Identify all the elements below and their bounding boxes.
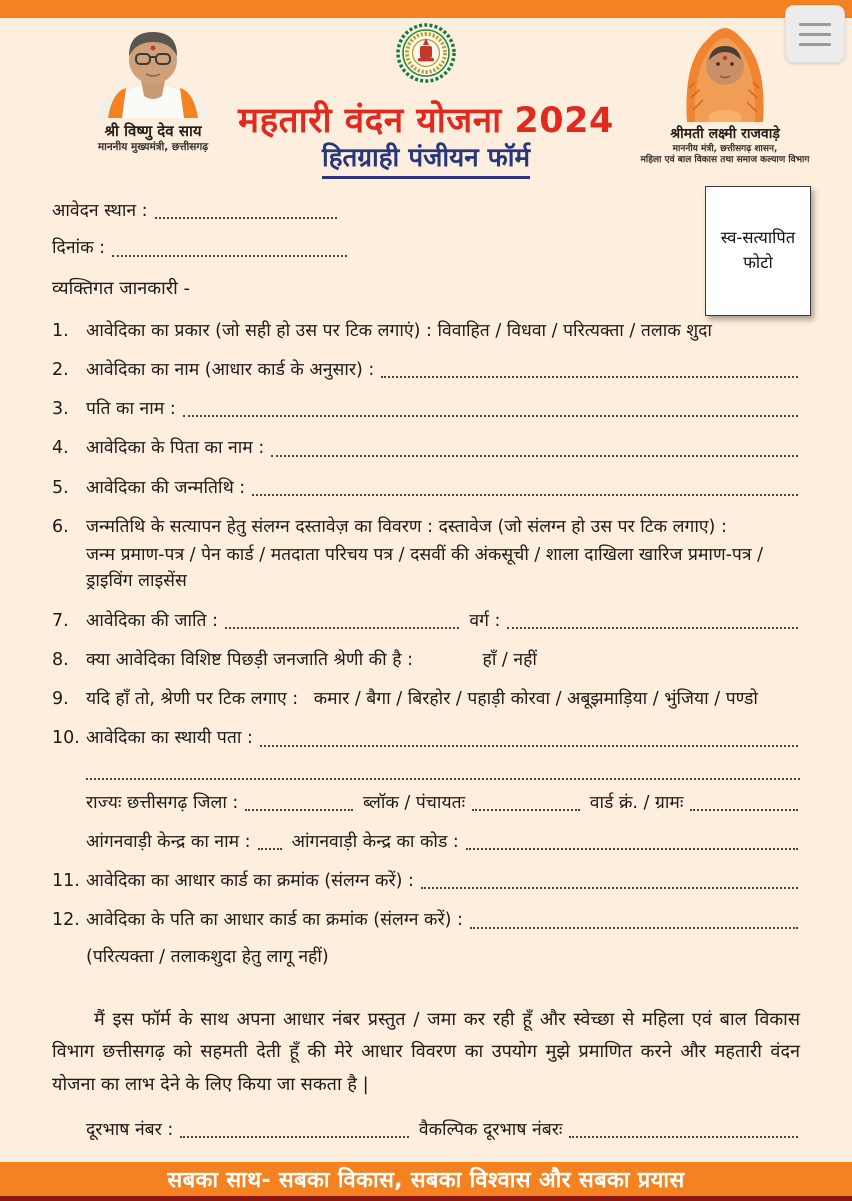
personal-info-heading: व्यक्तिगत जानकारी - [52, 277, 191, 299]
hamburger-icon [799, 23, 831, 26]
item-2-field [381, 375, 798, 378]
form-subtitle: हितग्राही पंजीयन फॉर्म [322, 138, 530, 179]
item-9-options: कमार / बैगा / बिरहोर / पहाड़ी कोरवा / अबूझमाड़िया / भुंजिया / पण्डो [313, 689, 758, 709]
photo-box-line1: स्व-सत्यापित [720, 228, 796, 248]
minister-name: श्रीमती लक्ष्मी राजवाड़े [670, 126, 780, 142]
item-number: 12. [52, 910, 80, 931]
phone-label: दूरभाष नंबर : [86, 1119, 174, 1140]
item-10-awc-name-field [258, 847, 282, 850]
item-1-text: आवेदिका का प्रकार (जो सही हो उस पर टिक लगाएं) : विवाहित / विधवा / परित्यक्ता / तलाक शुदा [86, 320, 712, 341]
item-12-note: (परित्यक्ता / तलाकशुदा हेतु लागू नहीं) [86, 946, 329, 967]
item-10-district-field [245, 808, 353, 811]
footer-slogan-band [0, 1162, 852, 1196]
item-7-category-field [507, 626, 798, 629]
minister-title-line1: माननीय मंत्री, छत्तीसगढ़ शासन, [672, 143, 778, 154]
application-date-field [112, 254, 347, 257]
item-3-field [183, 414, 798, 417]
item-6-birth-documents [52, 514, 800, 595]
phone-number-row [86, 1117, 800, 1143]
alt-phone-field [569, 1135, 798, 1138]
item-number: 11. [52, 871, 80, 891]
item-7-category-label: वर्ग : [469, 610, 501, 631]
item-4-father-name [52, 435, 800, 461]
item-number: 4. [52, 438, 69, 459]
item-10-address-label: आवेदिका का स्थायी पता : [86, 728, 253, 749]
item-8-options: हाँ / नहीं [482, 649, 537, 670]
item-4-field [271, 454, 798, 457]
photo-box-line2: फोटो [743, 253, 773, 272]
item-7-caste [52, 608, 800, 634]
item-number: 6. [52, 516, 69, 537]
item-1-applicant-type [52, 318, 800, 344]
item-10-ward-field [690, 808, 798, 811]
hamburger-icon [799, 33, 831, 36]
item-5-birth-date [52, 475, 800, 501]
item-8-pvtg [52, 647, 800, 673]
item-number: 5. [52, 477, 69, 498]
item-3-husband-name [52, 396, 800, 422]
hamburger-icon [799, 43, 831, 46]
item-10-block-field [472, 808, 580, 811]
self-attested-photo-box [705, 186, 811, 316]
application-date-row [52, 235, 800, 261]
item-11-aadhaar-number [52, 868, 800, 894]
item-12-field [470, 926, 798, 929]
item-5-label: आवेदिका की जन्मतिथि : [86, 477, 246, 498]
item-10-permanent-address [52, 725, 800, 855]
scheme-title: महतारी वंदन योजना 2024 [238, 101, 614, 141]
footer-maroon-strip [0, 1196, 852, 1201]
item-10-awc-code-label: आंगनवाड़ी केन्द्र का कोड : [291, 831, 459, 852]
item-number: 10. [52, 728, 80, 749]
item-10-ward-label: वार्ड क्रं. / ग्रामः [589, 792, 684, 813]
aadhaar-consent-declaration: मैं इस फॉर्म के साथ अपना आधार नंबर प्रस्तुत / जमा कर रही हूँ और स्वेच्छा से महिला एवं बाल विकास विभाग छत्तीसगढ़ को सहमती देती हूँ की मेरे आधार विवरण का उपयोग मुझे प्रमाणित करने और महतारी वंदन योजना का लाभ देने के लिए किया जा सकता है | [52, 1008, 800, 1095]
item-9-label: यदि हाँ तो, श्रेणी पर टिक लगाए : [86, 689, 299, 709]
form-header [0, 0, 852, 186]
item-2-applicant-name [52, 357, 800, 383]
item-11-label: आवेदिका का आधार कार्ड का क्रमांक (संलग्न करें) : [86, 871, 414, 891]
item-number: 8. [52, 649, 69, 670]
item-number: 3. [52, 399, 69, 419]
item-10-address-field-line2 [86, 754, 800, 780]
cm-title: माननीय मुख्यमंत्री, छत्तीसगढ़ [97, 140, 209, 153]
item-12-husband-aadhaar [52, 907, 800, 970]
alt-phone-label: वैकल्पिक दूरभाष नंबरः [418, 1119, 563, 1140]
item-10-awc-name-label: आंगनवाड़ी केन्द्र का नाम : [86, 831, 251, 852]
item-9-pvtg-category [52, 686, 800, 712]
footer-slogan: सबका साथ- सबका विकास, सबका विश्वास और सबका प्रयास [167, 1168, 685, 1193]
item-10-address-field [260, 744, 798, 747]
application-date-label: दिनांक : [52, 238, 105, 259]
item-7-caste-field [225, 626, 459, 629]
item-10-block-label: ब्लॉक / पंचायतः [362, 792, 466, 813]
item-6-options: जन्म प्रमाण-पत्र / पेन कार्ड / मतदाता परिचय पत्र / दसवीं की अंकसूची / शाला दाखिला खारिज प्रमाण-पत्र / ड्राइविंग लाइसेंस [86, 545, 763, 592]
item-number: 1. [52, 320, 69, 341]
cm-name: श्री विष्णु देव साय [104, 122, 202, 140]
item-7-caste-label: आवेदिका की जाति : [86, 610, 218, 631]
application-place-label: आवेदन स्थान : [52, 201, 148, 221]
phone-field [180, 1135, 409, 1138]
item-8-label: क्या आवेदिका विशिष्ट पिछड़ी जनजाति श्रेणी की है : [86, 649, 413, 670]
item-12-label: आवेदिका के पति का आधार कार्ड का क्रमांक (संलग्न करें) : [86, 910, 463, 931]
chhattisgarh-emblem-icon [396, 22, 456, 84]
item-11-field [421, 886, 798, 889]
item-10-state-label: राज्यः छत्तीसगढ़ जिला : [86, 792, 239, 813]
application-place-field [155, 216, 337, 219]
item-10-awc-code-field [466, 847, 798, 850]
item-2-label: आवेदिका का नाम (आधार कार्ड के अनुसार) : [86, 359, 375, 380]
item-number: 9. [52, 689, 69, 709]
minister-photo [665, 18, 785, 122]
minister-title-line2: महिला एवं बाल विकास तथा समाज कल्याण विभाग [640, 155, 810, 166]
item-3-label: पति का नाम : [86, 399, 176, 419]
item-number: 2. [52, 359, 69, 380]
hamburger-menu-button[interactable] [785, 5, 845, 63]
item-6-label: जन्मतिथि के सत्यापन हेतु संलग्न दस्तावेज़ का विवरण : दस्तावेज (जो संलग्न हो उस पर टिक लगाए) : [86, 516, 727, 537]
item-number: 7. [52, 610, 69, 631]
item-4-label: आवेदिका के पिता का नाम : [86, 438, 265, 459]
item-5-field [252, 493, 798, 496]
application-place-row [52, 198, 800, 224]
